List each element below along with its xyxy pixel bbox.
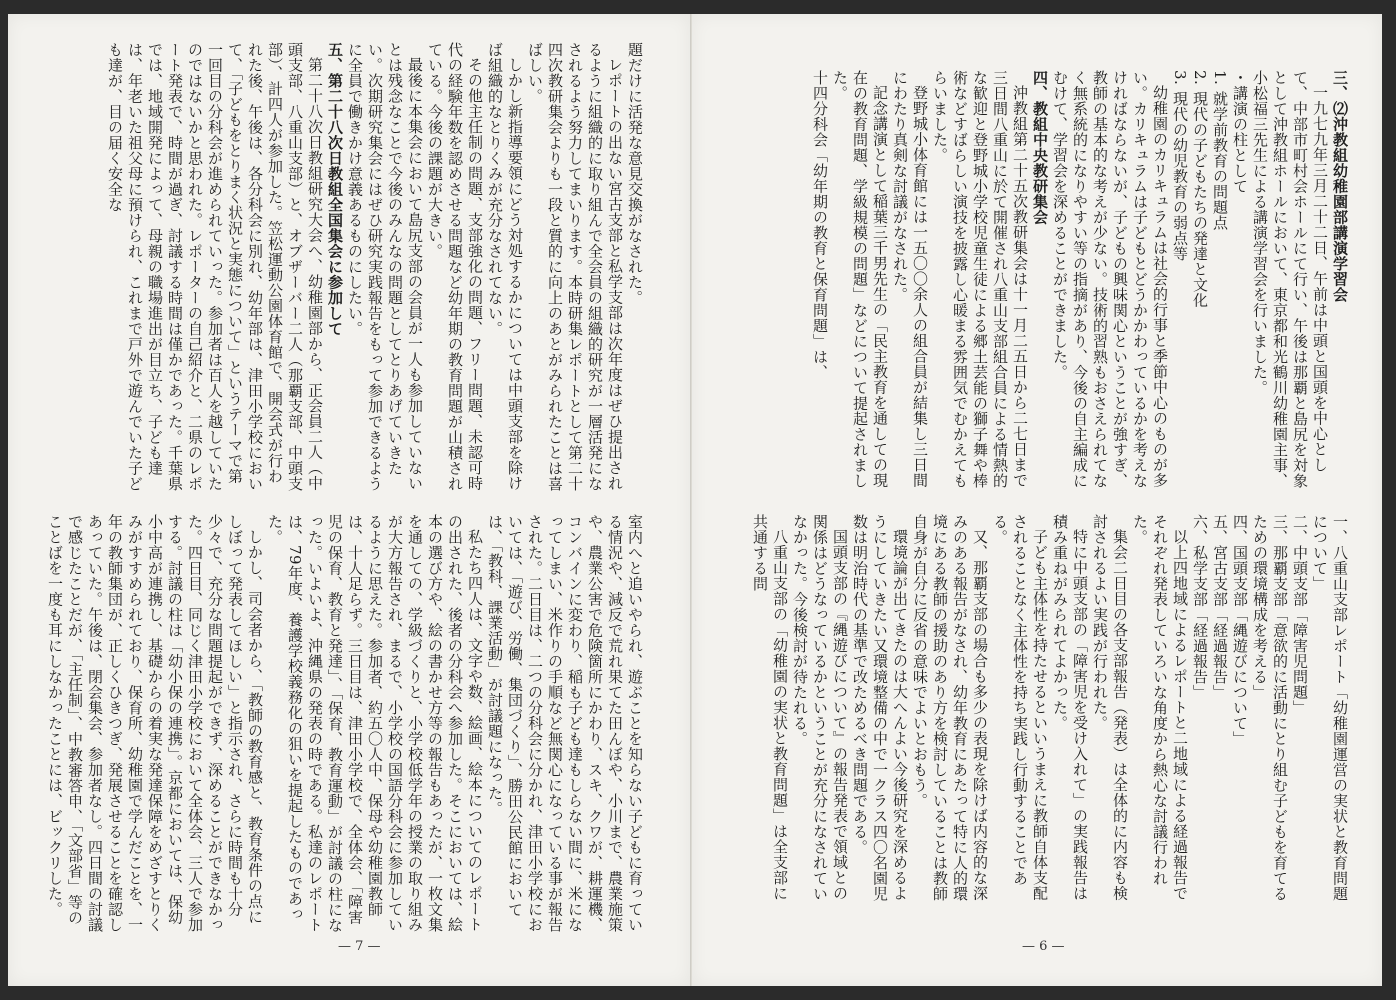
- paragraph: 又、那覇支部の場合も多少の表現を除けば内容的な深みのある報告がなされ、幼年教育にあたって特に人的環境にある教師の援助のあり方を検討していることは教師自身が自分に反省の意味でよいとおもう。: [911, 514, 989, 902]
- paragraph: 十四分科会「幼年期の教育と保育問題」は、: [811, 70, 829, 380]
- paragraph: しかし、司会者から、「教師の教育感と、教育条件の点にしぼって発表してほしい」と指示され、さらに時間も十分少々で、充分な問題提起ができず、深めることができなかった。四日目、同じく津田小学校において全体会、三人で参加する。討議の柱は「幼小保の連携」。京都においては、保幼小中高が連携し、基礎からの着実な発達保障をめざすとりくみがすすめられており、保育所、幼稚園で学んだことを、一年の教師集団が、正しくひきつぎ、発展させることを確認しあっていた。午後は、閉会集会、参加者なし。四日間の討議で感じたことだが、「主任制」、中教審答申、「文部省」等のことばを一度も耳にしなかったことには、ビックリした。: [46, 514, 264, 933]
- left-page-top-text: [60, 42, 645, 498]
- paragraph: しかし新指導要領にどう対処するかについては中頭支部を除けば組織的なとりくみが充分なされてない。: [486, 42, 524, 491]
- paragraph: 第二十八次日教組研究大会へ、幼稚園部から、正会員二人（中頭支部、八重山支部）と、オブザーバー二人（那覇支部、中頭支部）、計四人が参加した。笠松運動公園体育館で、開会式が行われた後、午後は、各分科会に別れ、幼年部は、津田小学校において、「子どもをとりまく状況と実態について」というテーマで第一回目の分科会が進められていった。参加者は百人を越していたのではないかと思われた。レポーターの自己紹介と、二県のレポート発表で、時間が過ぎ、討議する時間は僅かであった。千葉県では、地域開発によって、母親の職場進出が目立ち、子ども達は、年老いた祖父母に預けられ、これまで戸外で遊んでいた子ども達が、目の届く安全な: [106, 42, 324, 492]
- paragraph: 六、私学支部「経過報告」: [1191, 514, 1209, 700]
- paragraph: 室内へと追いやられ、遊ぶことを知らない子どもに育っている情況や、減反で荒れ果てた田んぼや、小川まで、農業施策や、農業公害で危険箇所にかわり、スキ、クワが、耕運機、コンバインに変わり、稲も子ども達もしらない間に、米になってしまい、米作りの手順など無関心になっている事が報告された。二日目は、二つの分科会に分かれ、津田小学校においては、「遊び、労働、集団づくり」、勝田公民館においては、「教科、課業活動」が討議題になった。: [486, 514, 644, 933]
- paragraph: 最後に本集会において島尻支部の会員が一人も参加していないとは残念なことで今後のみんなの問題としてとりあげていきたい。次期研究集会にはぜひ研究実践報告をもって参加できるように全員で働きかけ意義あるものにしたい。: [346, 42, 424, 492]
- paragraph: 以上四地域によるレポートと二地域による経過報告でそれぞれ発表していろいな角度から熱心な討議行われた。: [1131, 514, 1189, 901]
- paragraph: 私たち四人は、文字や数、絵画、絵本についてのレポートの出された、後者の分科会へ参加した。そこにおいては、絵本の選び方や、絵の書かせ方等の報告もあったが、一枚文集を通しての、学級づくりと、小学校低学年の授業の取り組みが大方報告され、まるで、小学校の国語分科会に参加しているように思えた。参加者、約五〇人中、保母や幼稚園教師は、十人足らず。三日目は、津田小学校で、全体会、「障害児の保育、教育と発達」、「保育、教育運動」が討議の柱になった。いよいよ、沖縄県の発表の時である。私達のレポートは、79年度、養護学校義務化の狙いを提起したものであった。: [266, 514, 484, 933]
- right-page-bottom-text: [750, 514, 1350, 914]
- page-right: [691, 14, 1382, 986]
- page-number-right: — 6 —: [1022, 939, 1065, 954]
- section-heading: 四、教組中央教研集会: [1031, 70, 1049, 225]
- paragraph: 3. 現代の幼児教育の弱点等: [1171, 70, 1189, 262]
- paragraph: 2. 現代の子どもたちの発達と文化: [1191, 70, 1209, 308]
- paragraph: 三、那覇支部「意欲的に活動にとり組む子どもを育てるための環境構成を考える」: [1251, 514, 1289, 902]
- paragraph: 環境論が出てきたのは大へんよい今後研究を深めるようにしていきたい又環境整備の中で一クラス四〇名園児数は明治時代の基準で改ためるべき問題である。: [851, 514, 909, 902]
- paragraph: 二、中頭支部「障害児問題」: [1291, 514, 1309, 716]
- paragraph: 国頭支部の『縄遊びについて』の報告発表で領域との関係はどうなっているかということが充分になされていなかった。今後検討が待たれる。: [791, 514, 849, 902]
- right-page-top-text: [750, 70, 1350, 498]
- paragraph: 一九七九年三月二十二日、午前は中頭と国頭を中心として、中部市町村会ホールにて行い、午後は那覇と島尻を対象として沖教組ホールにおいて、東京都和光鶴川幼稚園主事、小松福三先生による講演学習会を行いました。: [1251, 70, 1329, 489]
- left-page-bottom-text: [48, 514, 645, 934]
- paragraph: 沖教組第二十五次教研集会は十一月二五日から二七日まで三日間八重山に於て開催され八重山支部組合員による情熱的な歓迎と登野城小学校児童生徒による郷土芸能の獅子舞や棒術などすばらしい演技を披露し心暖まる雰囲気でむかえてもらいました。: [931, 70, 1029, 489]
- page-left: [8, 14, 691, 986]
- paragraph: 子ども主体性を持たせるといいうまえに教師自体支配されることなく主体性を持ち実践し行動することである。: [991, 514, 1049, 901]
- paragraph: ・講演の柱として: [1231, 70, 1249, 194]
- paragraph: 八重山支部の「幼稚園の実状と教育問題」は全支部に共通する問: [751, 514, 789, 901]
- page-number-left: — 7 —: [338, 939, 381, 954]
- section-heading: 五、第二十八次日教組全国集会に参加して: [326, 42, 344, 337]
- paragraph: レポートの出ない宮古支部と私学支部は次年度はぜひ提出されるように組織的に取り組んで全会員の組織的研究が一層活発になされるよう努力してまいります。本時研集レポートとして第二十四次教研集会よりも一段と質的に向上のあとがみられたことは喜ばしい。: [526, 42, 624, 492]
- paragraph: 一、八重山支部レポート「幼稚園運営の実状と教育問題について」: [1311, 514, 1349, 902]
- paragraph: 五、宮古支部「経過報告」: [1211, 514, 1229, 700]
- paragraph: 四、国頭支部「縄遊びについて」: [1231, 514, 1249, 747]
- paragraph: その他主任制の問題、支部強化の問題、フリー問題、未認可時代の経験年数を認めさせる問題など幼年期の教育問題が山積されている。今後の課題が大きい。: [426, 42, 484, 492]
- paragraph: 幼稚園のカリキュラムは社会的行事と季節中心のものが多い。カリキュラムは子どもとどうかかわっているかを考えなければならないが、子どもの興味関心ということが強すぎ、教師の基本的な考えが少ない。技術的習熟もおさえられてなく無系統的になりやすい等の指摘があり、今後の自主編成にむけて、学習会を深めることができました。: [1051, 70, 1169, 489]
- paragraph: 1. 就学前教育の問題点: [1211, 70, 1229, 231]
- paragraph: 集会二日目の各支部報告（発表）は全体的に内容も検討されるよい実践が行われた。: [1091, 514, 1129, 901]
- paragraph: 題だけに活発な意見交換がなされた。: [626, 42, 644, 306]
- paragraph: 特に中頭支部の「障害児を受け入れて」の実践報告は積み重ねがみられてよかった。: [1051, 514, 1089, 901]
- paragraph: 登野城小体育館には一五〇〇余人の組合員が結集し三日間にわたり真剣な討議がなされた。: [891, 70, 929, 488]
- section-heading: 三、⑵沖教組幼稚園部講演学習会: [1331, 70, 1349, 303]
- paragraph: 記念講演として稲葉三千男先生の「民主教育を通しての現在の教育問題、学級規模の問題」などについて提起されました。: [831, 70, 889, 489]
